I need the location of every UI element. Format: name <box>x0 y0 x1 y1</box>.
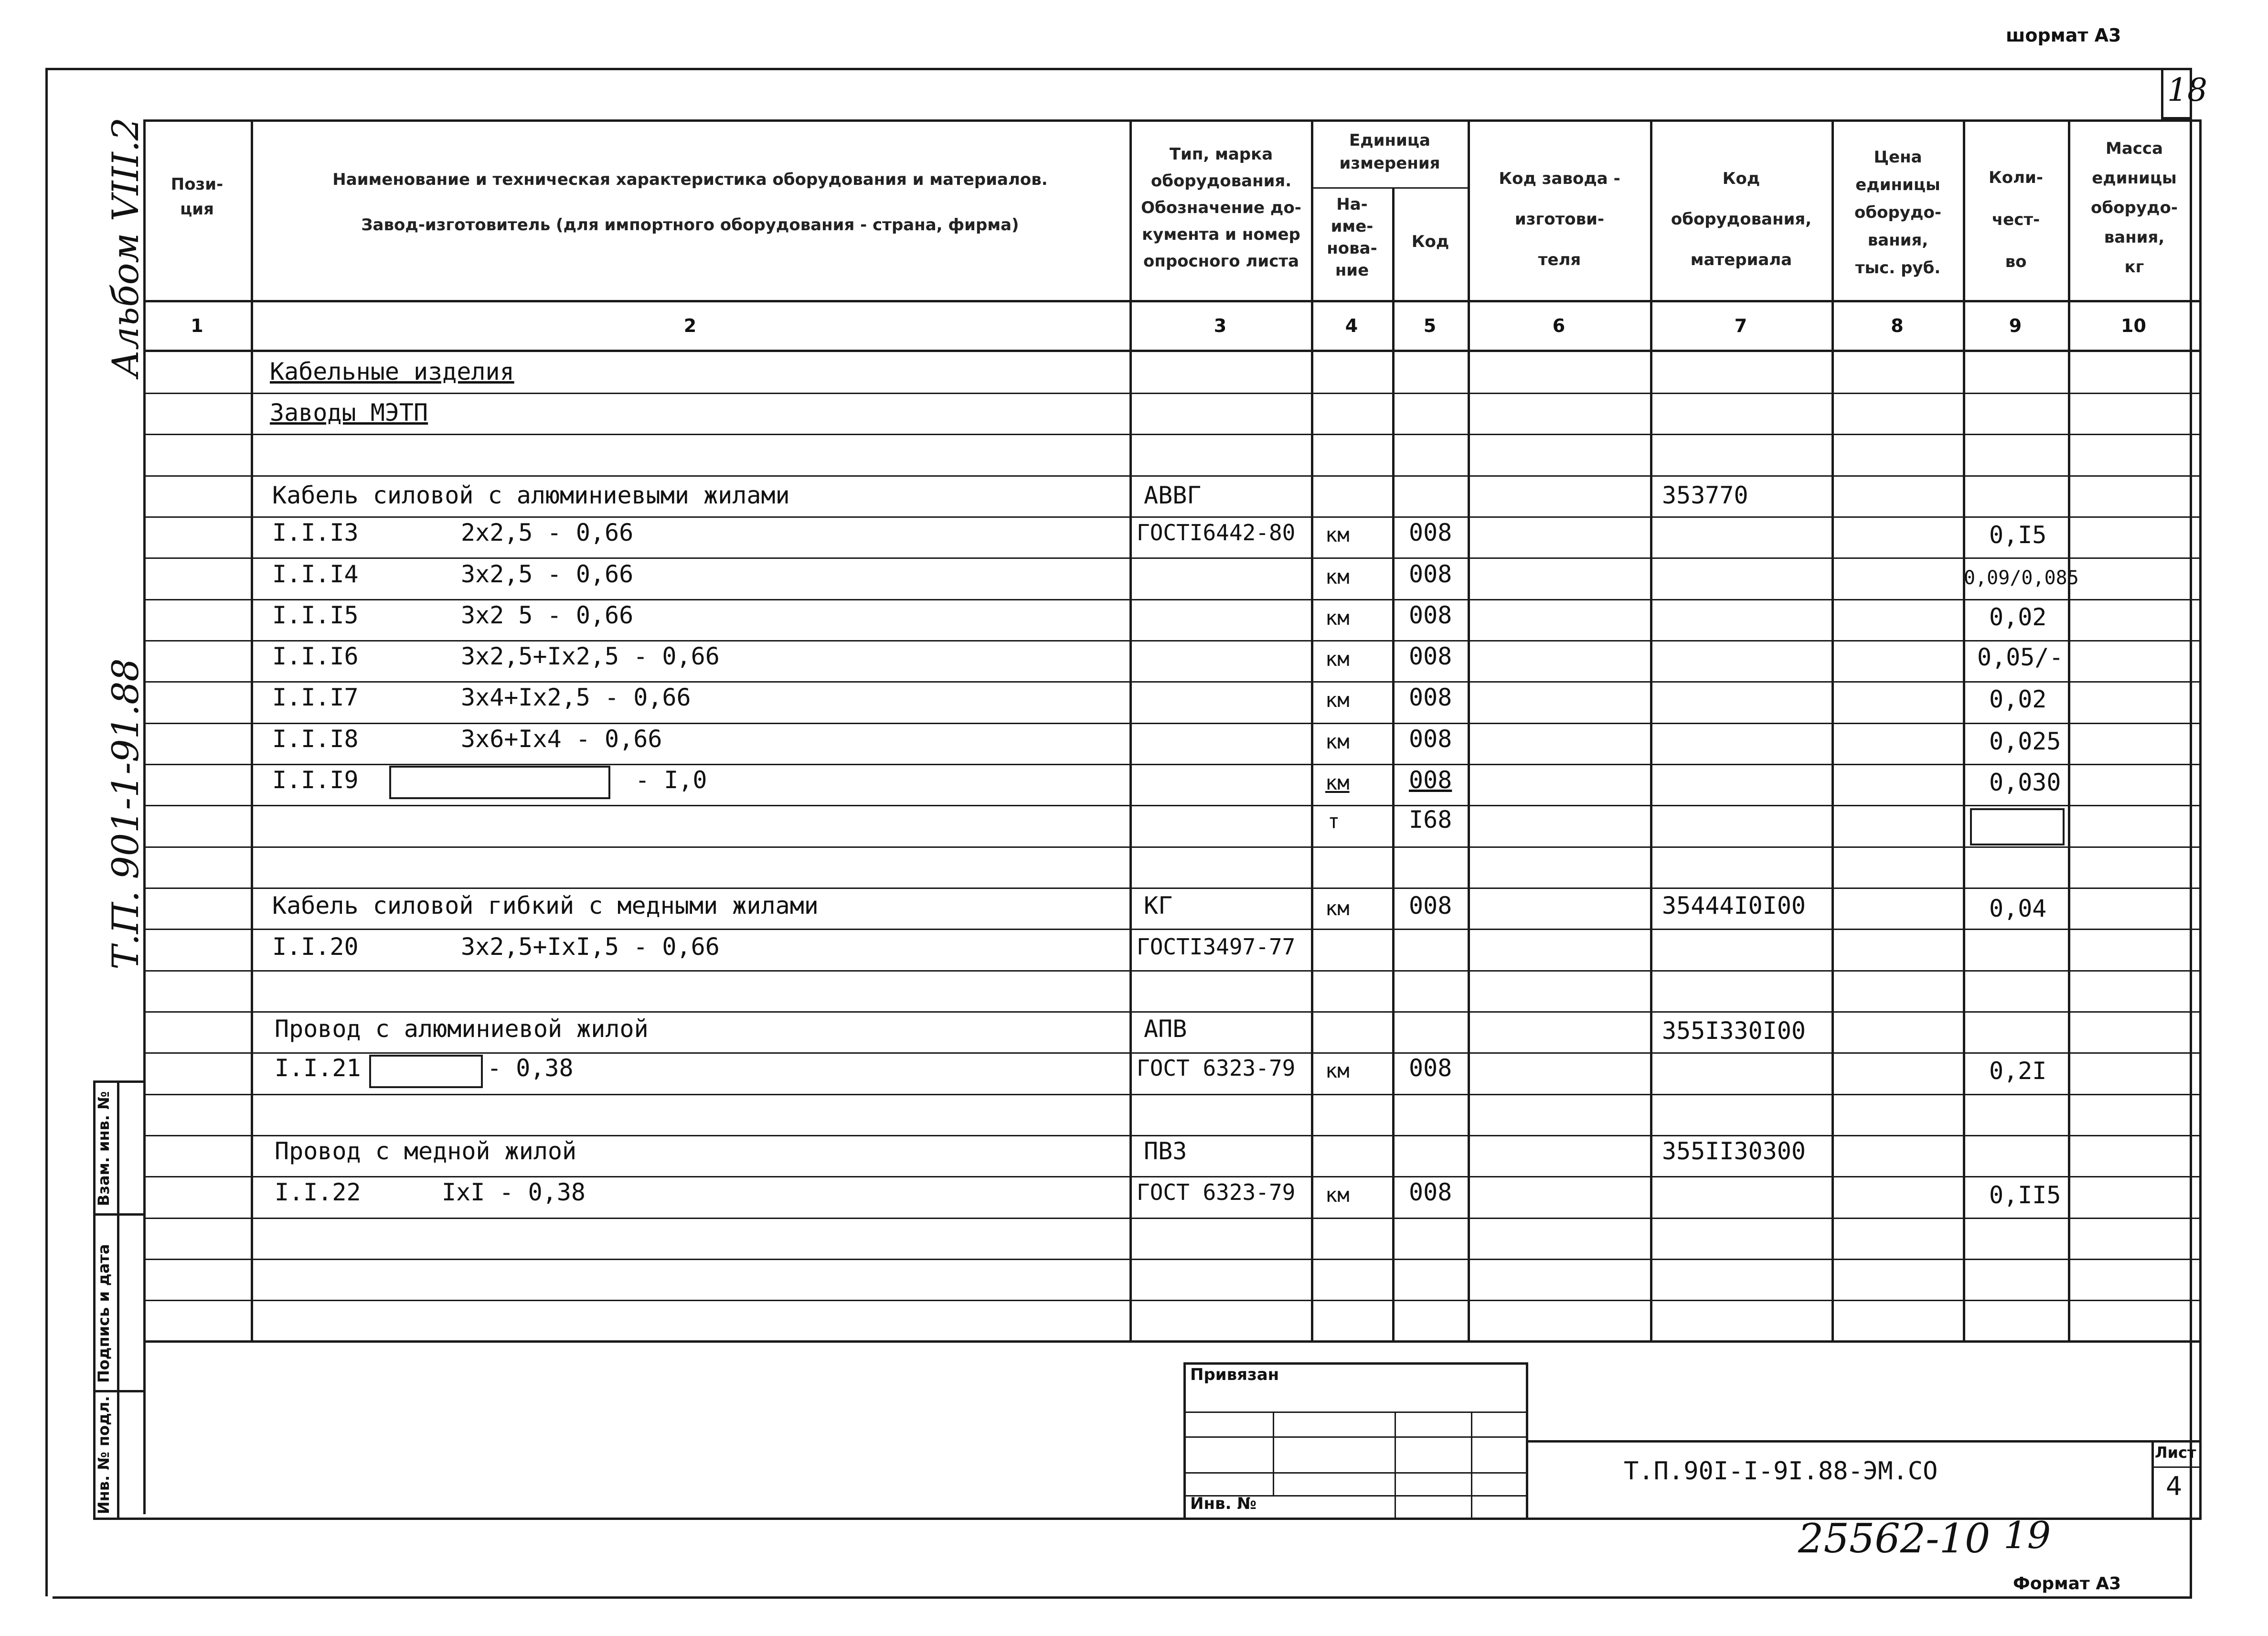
bottom-format-label: Формат А3 <box>2013 1574 2121 1593</box>
col-line-6 <box>1650 119 1652 1340</box>
row-line <box>143 1135 2199 1136</box>
row-line <box>143 723 2199 724</box>
item-unit-code: 008 <box>1409 766 1452 794</box>
item-quantity: 0,I5 <box>1989 521 2047 549</box>
row-line <box>143 805 2199 806</box>
item-unit-code: 008 <box>1409 725 1452 753</box>
frame-bottom <box>53 1596 2192 1599</box>
col-line-5 <box>1468 119 1470 1340</box>
col2-header-line1: Наименование и техническая характеристика оборудования и материалов. <box>332 170 1048 189</box>
item-unit: км <box>1325 647 1350 671</box>
item-quantity: 0,05/- <box>1977 643 2064 671</box>
priv-col2 <box>1395 1411 1396 1518</box>
priv-top <box>1183 1362 1527 1365</box>
item-unit-code: 008 <box>1409 519 1452 546</box>
item-unit: км <box>1325 771 1350 794</box>
col9-header: Коли- чест- во <box>1989 168 2043 271</box>
list-box-divider <box>2151 1466 2199 1468</box>
priv-col1 <box>1273 1411 1274 1495</box>
priv-line1 <box>1183 1411 1527 1413</box>
row-line <box>143 846 2199 848</box>
row-line <box>143 1176 2199 1177</box>
item-spec: 3x6+Ix4 - 0,66 <box>461 725 662 753</box>
item-name: Провод с алюминиевой жилой <box>275 1015 649 1043</box>
item-unit: км <box>1325 730 1350 753</box>
side-podpis-label: Подпись и дата <box>95 1244 113 1383</box>
side-vzam-label: Взам. инв. № <box>95 1091 113 1206</box>
item-type: ПВЗ <box>1144 1137 1187 1165</box>
frame-left <box>45 68 48 1596</box>
row-line <box>143 1259 2199 1260</box>
unit-group-header: Единица измерения <box>1339 131 1440 173</box>
row-line <box>143 764 2199 765</box>
item-unit: км <box>1325 897 1350 920</box>
frame-top <box>45 68 2190 70</box>
row-line <box>143 516 2199 518</box>
section-subtitle: Заводы МЭТП <box>270 399 428 427</box>
colnum-5: 5 <box>1423 315 1437 336</box>
col2-header-line2: Завод-изготовитель (для импортного оборудования - страна, фирма) <box>361 215 1019 235</box>
item-unit-code: 008 <box>1409 1178 1452 1206</box>
priv-line3 <box>1183 1472 1527 1474</box>
item-quantity: 0,030 <box>1989 769 2061 796</box>
col-line-7 <box>1831 119 1834 1340</box>
item-unit-code: 008 <box>1409 684 1452 711</box>
sheet-corner-number: 18 <box>2167 72 2207 108</box>
colnum-7: 7 <box>1734 315 1747 336</box>
frame-right <box>2190 68 2192 1596</box>
item-position: I.I.21 <box>275 1054 361 1082</box>
col10-header: Масса единицы оборудо- вания, кг <box>2091 139 2178 277</box>
side-strip-top <box>93 1080 146 1083</box>
row-line <box>143 1300 2199 1301</box>
item-unit-code: I68 <box>1409 806 1452 834</box>
header-bottom <box>143 300 2202 302</box>
inv-no-label: Инв. № <box>1190 1494 1257 1513</box>
side-strip-bottom <box>93 1518 146 1520</box>
item-unit-code: 008 <box>1409 1054 1452 1082</box>
col-line-10 <box>2199 119 2202 1340</box>
colnum-bottom <box>143 350 2202 352</box>
privyazan-label: Привязан <box>1190 1365 1279 1384</box>
row-line <box>143 970 2199 972</box>
item-position: I.I.22 <box>275 1178 361 1206</box>
item-type: КГ <box>1144 892 1173 920</box>
col7-header: Код оборудования, материала <box>1671 169 1812 269</box>
item-material-code: 35444I0I00 <box>1662 892 1806 920</box>
item-name: Провод с медной жилой <box>275 1137 577 1165</box>
archive-suffix: 19 <box>2003 1514 2051 1557</box>
row-line <box>143 1094 2199 1095</box>
priv-col3 <box>1471 1411 1472 1518</box>
stamp-outer-right <box>2199 1340 2202 1518</box>
project-vertical-label: Т.П. 901-1-91.88 <box>104 658 147 970</box>
item-quantity: 0,2I <box>1989 1057 2047 1085</box>
item-spec: 3x2,5+Ix2,5 - 0,66 <box>461 642 720 670</box>
row-line <box>143 681 2199 683</box>
item-material-code: 355II30300 <box>1662 1137 1806 1165</box>
item-quantity: 0,02 <box>1989 603 2047 631</box>
item-position: I.I.I9 <box>272 766 359 794</box>
item-unit: км <box>1325 523 1350 546</box>
row-line <box>143 1218 2199 1219</box>
row-line <box>143 434 2199 435</box>
blank-quantity-box <box>1970 808 2065 845</box>
item-unit: т <box>1328 810 1340 833</box>
item-position: I.I.I7 <box>272 684 359 711</box>
item-unit: км <box>1325 688 1350 712</box>
side-strip-mid <box>117 1080 119 1518</box>
col6-header: Код завода - изготови- теля <box>1499 169 1620 269</box>
list-number: 4 <box>2166 1471 2183 1501</box>
row-line <box>143 1011 2199 1013</box>
item-unit: км <box>1325 565 1350 588</box>
item-quantity: 0,II5 <box>1989 1181 2061 1209</box>
item-type: ГОСТI6442-80 <box>1137 520 1296 545</box>
colnum-8: 8 <box>1891 315 1904 336</box>
item-unit-code: 008 <box>1409 560 1452 588</box>
colnum-6: 6 <box>1552 315 1565 336</box>
item-position: I.I.I5 <box>272 601 359 629</box>
col-line-2 <box>1129 119 1132 1340</box>
album-label: Альбом VIII.2 <box>104 117 147 377</box>
col4-header: На- име- нова- ние <box>1327 195 1377 280</box>
item-spec: 2x2,5 - 0,66 <box>461 519 634 546</box>
blank-spec-box <box>389 766 610 799</box>
priv-line2 <box>1183 1436 1527 1438</box>
archive-number: 25562-10 <box>1798 1515 1991 1562</box>
item-position: I.I.I3 <box>272 519 359 546</box>
blank-spec-box <box>369 1055 483 1088</box>
col-line-9 <box>2068 119 2070 1340</box>
item-type: ГОСТI3497-77 <box>1137 934 1296 960</box>
item-unit: км <box>1325 606 1350 630</box>
row-line <box>143 888 2199 889</box>
item-name: Кабель силовой гибкий с медными жилами <box>272 892 819 920</box>
item-unit-code: 008 <box>1409 892 1452 920</box>
item-type: ГОСТ 6323-79 <box>1137 1179 1296 1205</box>
col5-header: Код <box>1411 232 1449 251</box>
colnum-10: 10 <box>2121 315 2146 336</box>
side-strip-div1 <box>93 1213 146 1216</box>
item-spec: 3x2,5+IxI,5 - 0,66 <box>461 933 720 961</box>
colnum-1: 1 <box>191 315 203 336</box>
item-type: АПВ <box>1144 1015 1187 1043</box>
unit-group-divider <box>1311 187 1468 189</box>
item-spec: 3x2 5 - 0,66 <box>461 601 634 629</box>
item-unit-code: 008 <box>1409 601 1452 629</box>
col8-header: Цена единицы оборудо- вания, тыс. руб. <box>1854 148 1941 278</box>
colnum-3: 3 <box>1214 315 1227 336</box>
item-type: АВВГ <box>1144 481 1202 509</box>
list-box-left <box>2151 1440 2154 1518</box>
item-material-code: 355I330I00 <box>1662 1017 1806 1045</box>
item-position: I.I.I8 <box>272 725 359 753</box>
col-line-3 <box>1311 119 1313 1340</box>
item-spec-tail: - 0,38 <box>487 1054 574 1082</box>
item-quantity: 0,09/0,085 <box>1964 567 2079 589</box>
table-top <box>143 119 2202 122</box>
row-line <box>143 557 2199 559</box>
row-line <box>143 929 2199 930</box>
item-quantity: 0,04 <box>1989 895 2047 922</box>
doc-block-top <box>1526 1440 2202 1443</box>
item-name: Кабель силовой с алюминиевыми жилами <box>272 481 790 509</box>
colnum-4: 4 <box>1345 315 1358 336</box>
item-type: ГОСТ 6323-79 <box>1137 1055 1296 1081</box>
side-inv-podl-label: Инв. № подл. <box>95 1396 113 1514</box>
item-position: I.I.20 <box>272 933 359 961</box>
item-spec: 3x4+Ix2,5 - 0,66 <box>461 684 691 711</box>
item-spec: 3x2,5 - 0,66 <box>461 560 634 588</box>
row-line <box>143 640 2199 642</box>
row-line <box>143 393 2199 394</box>
corner-box-left <box>2161 68 2163 118</box>
stamp-outer-top <box>143 1340 2202 1343</box>
top-format-label: шормат А3 <box>2006 25 2121 46</box>
colnum-9: 9 <box>2009 315 2022 336</box>
row-line <box>143 475 2199 477</box>
col-line-1 <box>251 119 253 1340</box>
item-position: I.I.I4 <box>272 560 359 588</box>
doc-code: Т.П.90I-I-9I.88-ЭМ.СО <box>1624 1457 1938 1486</box>
col1-header: Пози- ция <box>170 175 224 219</box>
item-spec: IxI - 0,38 <box>442 1178 586 1206</box>
item-quantity: 0,02 <box>1989 685 2047 713</box>
col-line-8 <box>1963 119 1965 1340</box>
item-material-code: 353770 <box>1662 481 1748 509</box>
col3-header: Тип, марка оборудования. Обозначение до- кумента и номер опросного листа <box>1141 145 1301 271</box>
colnum-2: 2 <box>683 315 697 336</box>
item-quantity: 0,025 <box>1989 727 2061 755</box>
row-line <box>143 599 2199 600</box>
side-strip-div2 <box>93 1390 146 1392</box>
priv-left <box>1183 1362 1186 1518</box>
item-unit: км <box>1325 1183 1350 1207</box>
item-unit-code: 008 <box>1409 642 1452 670</box>
item-unit: км <box>1325 1059 1350 1082</box>
list-label: Лист <box>2155 1444 2196 1462</box>
section-title: Кабельные изделия <box>270 358 514 385</box>
item-position: I.I.I6 <box>272 642 359 670</box>
item-spec-tail: - I,0 <box>635 766 707 794</box>
